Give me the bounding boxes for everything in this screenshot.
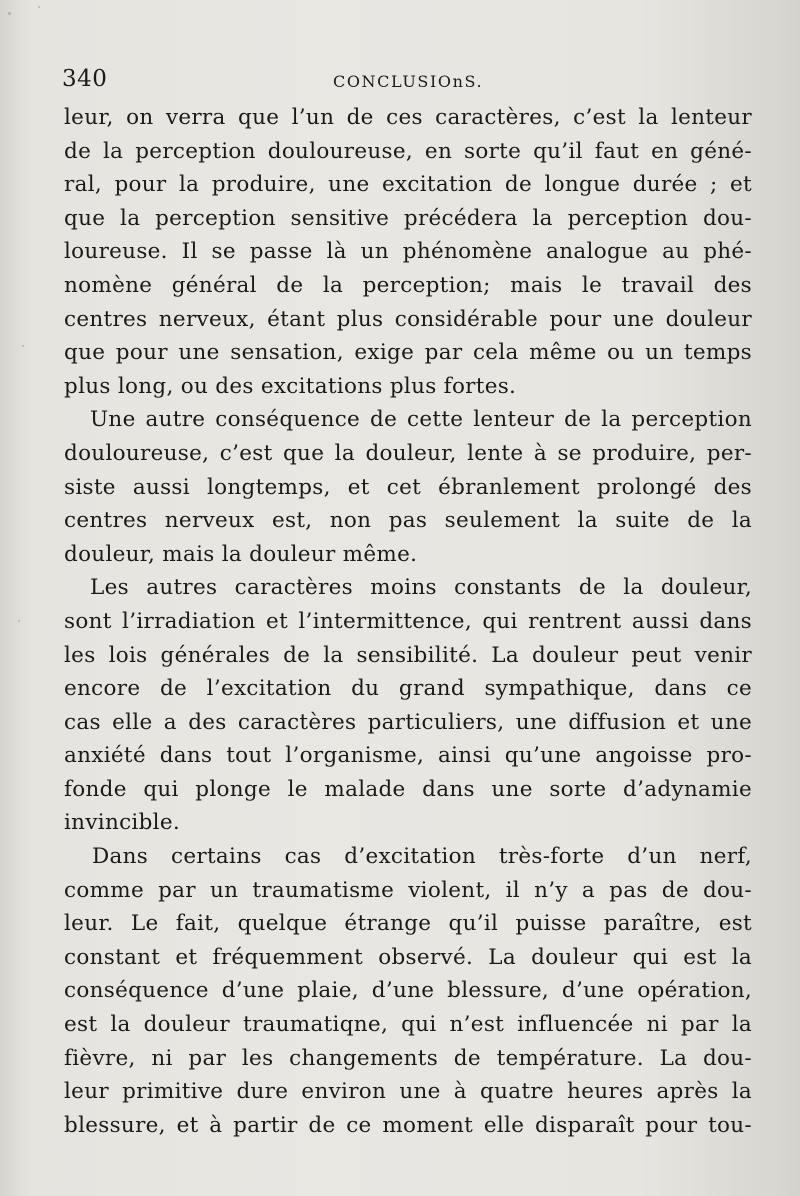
text-line: blessure, et à partir de ce moment elle disparaît pour tou- bbox=[64, 1112, 752, 1138]
text-line: douleur, mais la douleur même. bbox=[64, 541, 418, 567]
text-line: que pour une sensation, exige par cela même ou un temps bbox=[64, 340, 752, 366]
text-line: siste aussi longtemps, et cet ébranlement prolongé des bbox=[64, 474, 752, 500]
text-line: centres nerveux est, non pas seulement la suite de la bbox=[64, 508, 752, 534]
text-line: invincible. bbox=[64, 810, 181, 836]
text-line: Les autres caractères moins constants de la douleur, bbox=[90, 575, 752, 601]
text-line: encore de l’excitation du grand sympathique, dans ce bbox=[64, 676, 752, 702]
text-line: douloureuse, c’est que la douleur, lente à se produire, per- bbox=[64, 440, 752, 466]
text-line: loureuse. Il se passe là un phénomène analogue au phé- bbox=[64, 239, 752, 265]
text-line: cas elle a des caractères particuliers, une diffusion et une bbox=[64, 709, 752, 735]
text-line: nomène général de la perception; mais le travail des bbox=[64, 272, 752, 298]
text-line: fonde qui plonge le malade dans une sorte d’adynamie bbox=[64, 776, 752, 802]
text-line: anxiété dans tout l’organisme, ainsi qu’une angoisse pro- bbox=[64, 743, 752, 769]
paper-speck bbox=[18, 620, 20, 622]
page-header bbox=[62, 66, 752, 100]
text-line: Une autre conséquence de cette lenteur de la perception bbox=[90, 407, 752, 433]
text-line: sont l’irradiation et l’intermittence, qui rentrent aussi dans bbox=[64, 608, 752, 634]
text-line: comme par un traumatisme violent, il n’y a pas de dou- bbox=[64, 877, 752, 903]
text-line: conséquence d’une plaie, d’une blessure, d’une opération, bbox=[64, 978, 752, 1004]
body-text bbox=[64, 101, 752, 1142]
text-line: constant et fréquemment observé. La douleur qui est la bbox=[64, 944, 752, 970]
running-head: CONCLUSIOnS. bbox=[333, 72, 484, 91]
page-number: 340 bbox=[62, 66, 108, 92]
text-line: plus long, ou des excitations plus fortes. bbox=[64, 373, 517, 399]
text-line: leur. Le fait, quelque étrange qu’il puisse paraître, est bbox=[64, 911, 752, 937]
text-line: Dans certains cas d’excitation très-forte d’un nerf, bbox=[92, 844, 752, 870]
paper-speck bbox=[22, 345, 24, 347]
text-line: leur primitive dure environ une à quatre heures après la bbox=[64, 1079, 752, 1105]
paper-speck bbox=[8, 12, 11, 15]
text-line: est la douleur traumatiqne, qui n’est influencée ni par la bbox=[64, 1012, 752, 1038]
text-line: que la perception sensitive précédera la perception dou- bbox=[64, 205, 752, 231]
text-line: centres nerveux, étant plus considérable pour une douleur bbox=[64, 306, 752, 332]
text-line: de la perception douloureuse, en sorte qu’il faut en géné- bbox=[64, 138, 752, 164]
paper-speck bbox=[38, 6, 40, 8]
text-line: leur, on verra que l’un de ces caractères, c’est la lenteur bbox=[64, 105, 752, 130]
text-line: fièvre, ni par les changements de température. La dou- bbox=[64, 1045, 752, 1071]
text-line: ral, pour la produire, une excitation de longue durée ; et bbox=[64, 172, 752, 198]
text-line: les lois générales de la sensibilité. La douleur peut venir bbox=[64, 642, 752, 668]
